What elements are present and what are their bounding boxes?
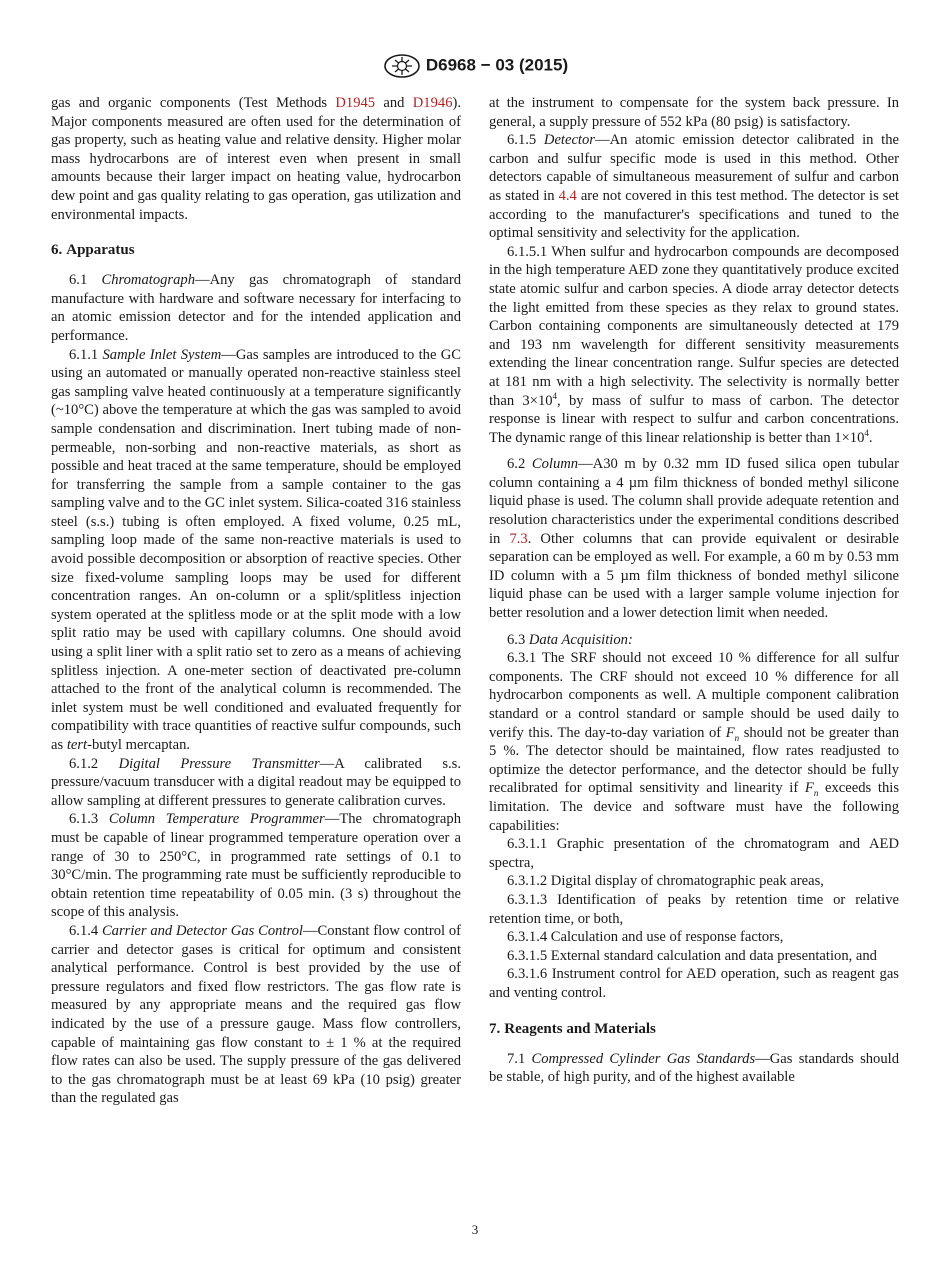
left-column (51, 94, 461, 1108)
paragraph-6-1-3: 6.1.3 Column Temperature Programmer—The chromatograph must be capable of linear programmed temperature operation over a range of 30 to 250°C, in programmed rate settings of 0.1 to 30°C/min. The programming rate must be sufficiently reproducible to obtain retention time repeatability of 0.05 min. (3 s) throughout the scope of this analysis. (51, 811, 461, 921)
list-item: 6.3.1.3 Identification of peaks by retention time or relative retention time, or both, (489, 891, 899, 927)
section-heading-reagents: 7. Reagents and Materials (489, 1020, 656, 1037)
continuation-paragraph: at the instrument to compensate for the system back pressure. In general, a supply pressure of 552 kPa (80 psig) is satisfactory. (489, 95, 899, 130)
right-column (489, 94, 899, 1087)
page-number: 3 (471, 1222, 479, 1237)
astm-logo-icon (382, 53, 422, 79)
paragraph-6-1-5-1: 6.1.5.1 When sulfur and hydrocarbon compounds are decomposed in the high temperature AED zone they quantitatively produce excited state atomic sulfur and carbon species. A diode array detector detects the light emitted from these species as they relax to ground states. Carbon containing components are simultaneously detected at 179 and 193 nm wavelength for different sensitivity measurements extending the linear concentration range. Sulfur species are detected at 181 nm with a high selectivity. The selectivity is normally better than $3\times 10^4$, by mass of sulfur to mass of carbon. The detector response is linear with respect to sulfur and carbon concentrations. The dynamic range of this linear relationship is better than $1\times 10^4$. (489, 243, 899, 446)
section-heading-apparatus: 6. Apparatus (51, 242, 135, 259)
intro-paragraph: gas and organic components (Test Methods D1945 and D1946). Major components measured are often used for the determination of gas property, such as heating value and relative density. Higher molar mass hydrocarbons are of interest even when present in small amounts because their larger impact on heating value, hydrocarbon dew point and gas quality relating to gas operation, gas utilization and environmental impacts. (51, 95, 462, 223)
list-item: 6.3.1.1 Graphic presentation of the chromatogram and AED spectra, (489, 836, 899, 871)
paragraph-6-2: 6.2 Column—A30 m by 0.32 mm ID fused silica open tubular column containing a 4 µm film thickness of bonded methyl silicone liquid phase is used. The column shall provide adequate retention and resolution characteristics under the experimental conditions described in 7.3. Other columns that can provide equivalent or desirable separation can be employed as well. For example, a 60 m by 0.53 mm ID column with a 5 µm film thickness of bonded methyl silicone liquid phase can be used with a larger sample volume injection for better resolution and a lower detection limit when needed. (489, 456, 900, 622)
page-header (0, 52, 950, 79)
paragraph-6-1-4: 6.1.4 Carrier and Detector Gas Control—Constant flow control of carrier and detector gases is critical for optimum and consistent analytical performance. Control is best provided by the use of pressure regulators and fixed flow restrictors. The gas flow rate is measured by any appropriate means and the required gas flow indicated by the use of a pressure gauge. Mass flow controllers, capable of maintaining gas flow constant to ± 1 % at the required flow rates can also be used. The supply pressure of the gas delivered to the gas chromatograph must be at least 69 kPa (10 psig) greater than the regulated gas (51, 922, 461, 1107)
document-id: D6968 − 03 (2015) (425, 55, 569, 75)
paragraph-6-1-5: 6.1.5 Detector—An atomic emission detector calibrated in the carbon and sulfur specific mode is used in this method. Other detectors capable of simultaneous measurement of sulfur and carbon as stated in 4.4 are not covered in this test method. The detector is set according to the manufacturer's specifications and tuned to the optimal sensitivity and selectivity for the application. (489, 132, 899, 242)
link-7-3[interactable]: 7.3 (509, 530, 528, 547)
paragraph-6-3: 6.3 Data Acquisition: (507, 631, 633, 648)
link-d1945[interactable]: D1945 (335, 95, 376, 111)
paragraph-6-1-2: 6.1.2 Digital Pressure Transmitter—A calibrated s.s. pressure/vacuum transducer with a digital readout may be equipped to allow sampling at different pressures to generate calibration curves. (51, 755, 461, 809)
list-item: 6.3.1.6 Instrument control for AED operation, such as reagent gas and venting control. (489, 966, 899, 1001)
link-d1946[interactable]: D1946 (412, 95, 453, 111)
list-item: 6.3.1.4 Calculation and use of response factors, (507, 929, 784, 946)
paragraph-6-1-1: 6.1.1 Sample Inlet System—Gas samples are introduced to the GC using an automated or manually operated non-reactive stainless steel gas sampling valve heated continuously at a temperature significantly (~10°C) above the temperature at which the gas was sampled to avoid sample condensation and discrimination. Inert tubing made of non-permeable, non-sorbing and non-reactive materials, as short as possible and heat traced at the same temperature, should be employed for transferring the sample from a sample container to the gas sampling valve and to the GC inlet system. Silica-coated 316 stainless steel (s.s.) tubing is often employed. A fixed volume, 0.25 mL, sampling loop made of the same non-reactive materials is used to avoid possible decomposition or absorption of reactive species. Other size fixed-volume sampling loops may be used for different concentration ranges. An on-column or a split/splitless injection system operated at the splitless mode or at the split mode with a low split ratio may be used with capillary columns. One should avoid using a split liner with a split ratio set to zero as a means of achieving splitless injection. A one-meter section of deactivated pre-column attached to the front of the analytical column is recommended. The inlet system must be well conditioned and evaluated frequently for compatibility with trace quantities of reactive sulfur compounds, such as tert-butyl mercaptan. (51, 346, 462, 753)
list-item: 6.3.1.5 External standard calculation and data presentation, and (507, 947, 877, 964)
paragraph-6-3-1: 6.3.1 The SRF should not exceed 10 % difference for all sulfur components. The CRF should not exceed 10 % difference for all hydrocarbon components as well. A multiple component calibration standard or a control standard or sample should be used daily to verify this. The day-to-day variation of $F_n$ should not be greater than 5 %. The detector should be maintained, flow rates readjusted to optimize the detector performance, and the detector should be fully recalibrated for optimal sensitivity and linearity if $F_n$ exceeds this limitation. The device and software must have the following capabilities: (489, 650, 900, 834)
link-4-4[interactable]: 4.4 (558, 187, 577, 204)
list-item: 6.3.1.2 Digital display of chromatographic peak areas, (507, 873, 824, 890)
paragraph-7-1: 7.1 Compressed Cylinder Gas Standards—Gas standards should be stable, of high purity, and of the highest available (489, 1050, 899, 1086)
paragraph-6-1: 6.1 Chromatograph—Any gas chromatograph of standard manufacture with hardware and software necessary for interfacing to an atomic emission detector and for the intended application and performance. (51, 272, 461, 344)
